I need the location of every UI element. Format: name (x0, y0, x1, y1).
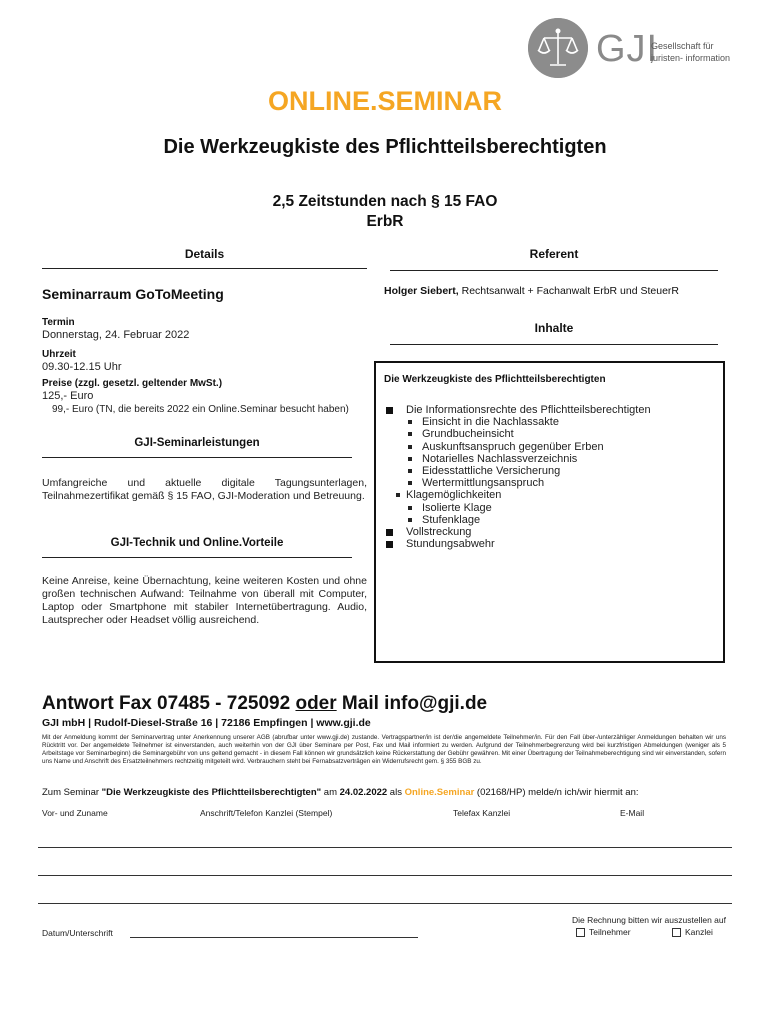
price-reduced: 99,- Euro (TN, die bereits 2022 ein Online.Seminar besucht haben) (52, 404, 349, 415)
gji-logo-subtitle: Gesellschaft für juristen- information (651, 41, 731, 63)
inhalte-header: Inhalte (534, 321, 574, 335)
list-item: Isolierte Klage (386, 502, 716, 514)
bullet-icon (408, 506, 412, 510)
checkbox-teilnehmer[interactable]: Teilnehmer (576, 927, 631, 938)
company-address: GJI mbH | Rudolf-Diesel-Straße 16 | 72186 Empfingen | www.gji.de (42, 717, 371, 729)
price-standard: 125,- Euro (42, 390, 94, 402)
leistungen-divider (42, 457, 352, 458)
form-col-fax: Telefax Kanzlei (453, 808, 511, 818)
leistungen-text: Umfangreiche und aktuelle digitale Tagungsunterlagen, Teilnahmezertifikat gemäß § 15 FAO, GJI-Moderation und Betreuung. (42, 477, 367, 502)
signature-label: Datum/Unterschrift (42, 928, 113, 938)
hours-info: 2,5 Zeitstunden nach § 15 FAO ErbR (272, 193, 498, 230)
bullet-icon (408, 457, 412, 461)
list-item: Die Informationsrechte des Pflichtteilsberechtigten (386, 404, 716, 416)
kicker-heading: ONLINE.SEMINAR (267, 86, 502, 116)
bullet-icon (408, 445, 412, 449)
bullet-icon (408, 420, 412, 424)
uhrzeit-label: Uhrzeit (42, 349, 76, 360)
inhalte-list (386, 404, 716, 550)
gji-logo-emblem (528, 18, 588, 78)
bullet-icon (408, 518, 412, 522)
seminar-title: Die Werkzeugkiste des Pflichtteilsberechtigten (163, 136, 607, 158)
answer-heading: Antwort Fax 07485 - 725092 oder Mail info@gji.de (42, 693, 488, 714)
form-col-name: Vor- und Zuname (42, 808, 108, 818)
list-item: Vollstreckung (386, 526, 716, 538)
referent-name: Holger Siebert, (384, 285, 459, 297)
termin-label: Termin (42, 317, 75, 328)
terms-fine-print: Mit der Anmeldung kommt der Seminarvertrag unter Anerkennung unserer AGB (abrufbar unter www.gji.de) zustande. Vertragspartner/in ist der/die angemeldete Teilnehmer/in. Für den Fall über-/unterzähliger Anmeldungen behalten wir uns Rücktritt vor. Der angemeldete Teilnehmer ist einverstanden, auch weiterhin von der GJI über Seminare per Post, Fax und Mail informiert zu werden. Aufgrund der Teilnehmerbegrenzung wird bei kurzfristigen Abmeldungen (weniger als 5 Arbeitstage vor Seminarbeginn) die Seminargebühr von uns geltend gemacht - in diesem Fall können wir grundsätzlich keine Rückerstattung der Gebühr gewähren. Mit einer Übertragung der Teilnahmeberechtigung sind wir einverstanden, sofern uns Name und Anschrift des Ersatzteilnehmers rechtzeitig mitgeteilt wird. Verbrauchern steht bei Fernabsatzverträgen ein Widerrufsrecht gem. § 355 BGB zu. (42, 734, 726, 765)
square-bullet-icon (386, 529, 393, 536)
inhalte-divider (390, 344, 718, 345)
registration-line: Zum Seminar "Die Werkzeugkiste des Pflichtteilsberechtigten" am 24.02.2022 als Online.Seminar (02168/HP) melde/n ich/wir hiermit an: (42, 787, 639, 798)
details-divider (42, 268, 367, 269)
referent-role: Rechtsanwalt + Fachanwalt ErbR und SteuerR (458, 285, 680, 297)
preise-label: Preise (zzgl. gesetzl. geltender MwSt.) (42, 378, 223, 389)
square-bullet-icon (386, 541, 393, 548)
uhrzeit-value: 09.30-12.15 Uhr (42, 361, 122, 373)
details-header: Details (184, 247, 225, 261)
inhalte-box-title: Die Werkzeugkiste des Pflichtteilsberechtigten (384, 374, 606, 385)
gji-logo-word: GJI (596, 28, 659, 70)
list-item: Wertermittlungsanspruch (386, 477, 716, 489)
list-item: Stundungsabwehr (386, 538, 716, 550)
list-item: Notarielles Nachlassverzeichnis (386, 453, 716, 465)
form-col-address: Anschrift/Telefon Kanzlei (Stempel) (200, 808, 333, 818)
checkbox-kanzlei[interactable]: Kanzlei (672, 927, 713, 938)
scales-icon (528, 18, 588, 78)
leistungen-header: GJI-Seminarleistungen (134, 437, 260, 449)
bullet-icon (408, 432, 412, 436)
technik-header: GJI-Technik und Online.Vorteile (110, 537, 284, 549)
list-item: Klagemöglichkeiten (386, 489, 716, 501)
signature-line[interactable] (130, 937, 418, 938)
list-item: Einsicht in die Nachlassakte (386, 416, 716, 428)
bullet-icon (408, 469, 412, 473)
form-col-email: E-Mail (620, 808, 645, 818)
list-item: Grundbucheinsicht (386, 428, 716, 440)
form-row-line[interactable] (38, 903, 732, 904)
invoice-text: Die Rechnung bitten wir auszustellen auf (571, 915, 726, 925)
square-bullet-icon (386, 407, 393, 414)
bullet-icon (396, 493, 400, 497)
list-item: Eidesstattliche Versicherung (386, 465, 716, 477)
seminar-room: Seminarraum GoToMeeting (42, 286, 224, 302)
form-row-line[interactable] (38, 875, 732, 876)
checkbox-icon[interactable] (576, 928, 585, 937)
bullet-icon (408, 481, 412, 485)
inhalte-box (374, 361, 725, 663)
termin-value: Donnerstag, 24. Februar 2022 (42, 329, 190, 341)
list-item: Stufenklage (386, 514, 716, 526)
referent-divider (390, 270, 718, 271)
list-item: Auskunftsanspruch gegenüber Erben (386, 441, 716, 453)
technik-divider (42, 557, 352, 558)
form-row-line[interactable] (38, 847, 732, 848)
referent-header: Referent (529, 247, 579, 261)
technik-text: Keine Anreise, keine Übernachtung, keine weiteren Kosten und ohne großen technischen Aufwand: Teilnahme von überall mit Computer, Laptop oder Smartphone mit stabiler Internetübertragung. Audio, Lautsprecher oder Headset völlig ausreichend. (42, 575, 367, 626)
referent-info (384, 285, 679, 297)
checkbox-icon[interactable] (672, 928, 681, 937)
